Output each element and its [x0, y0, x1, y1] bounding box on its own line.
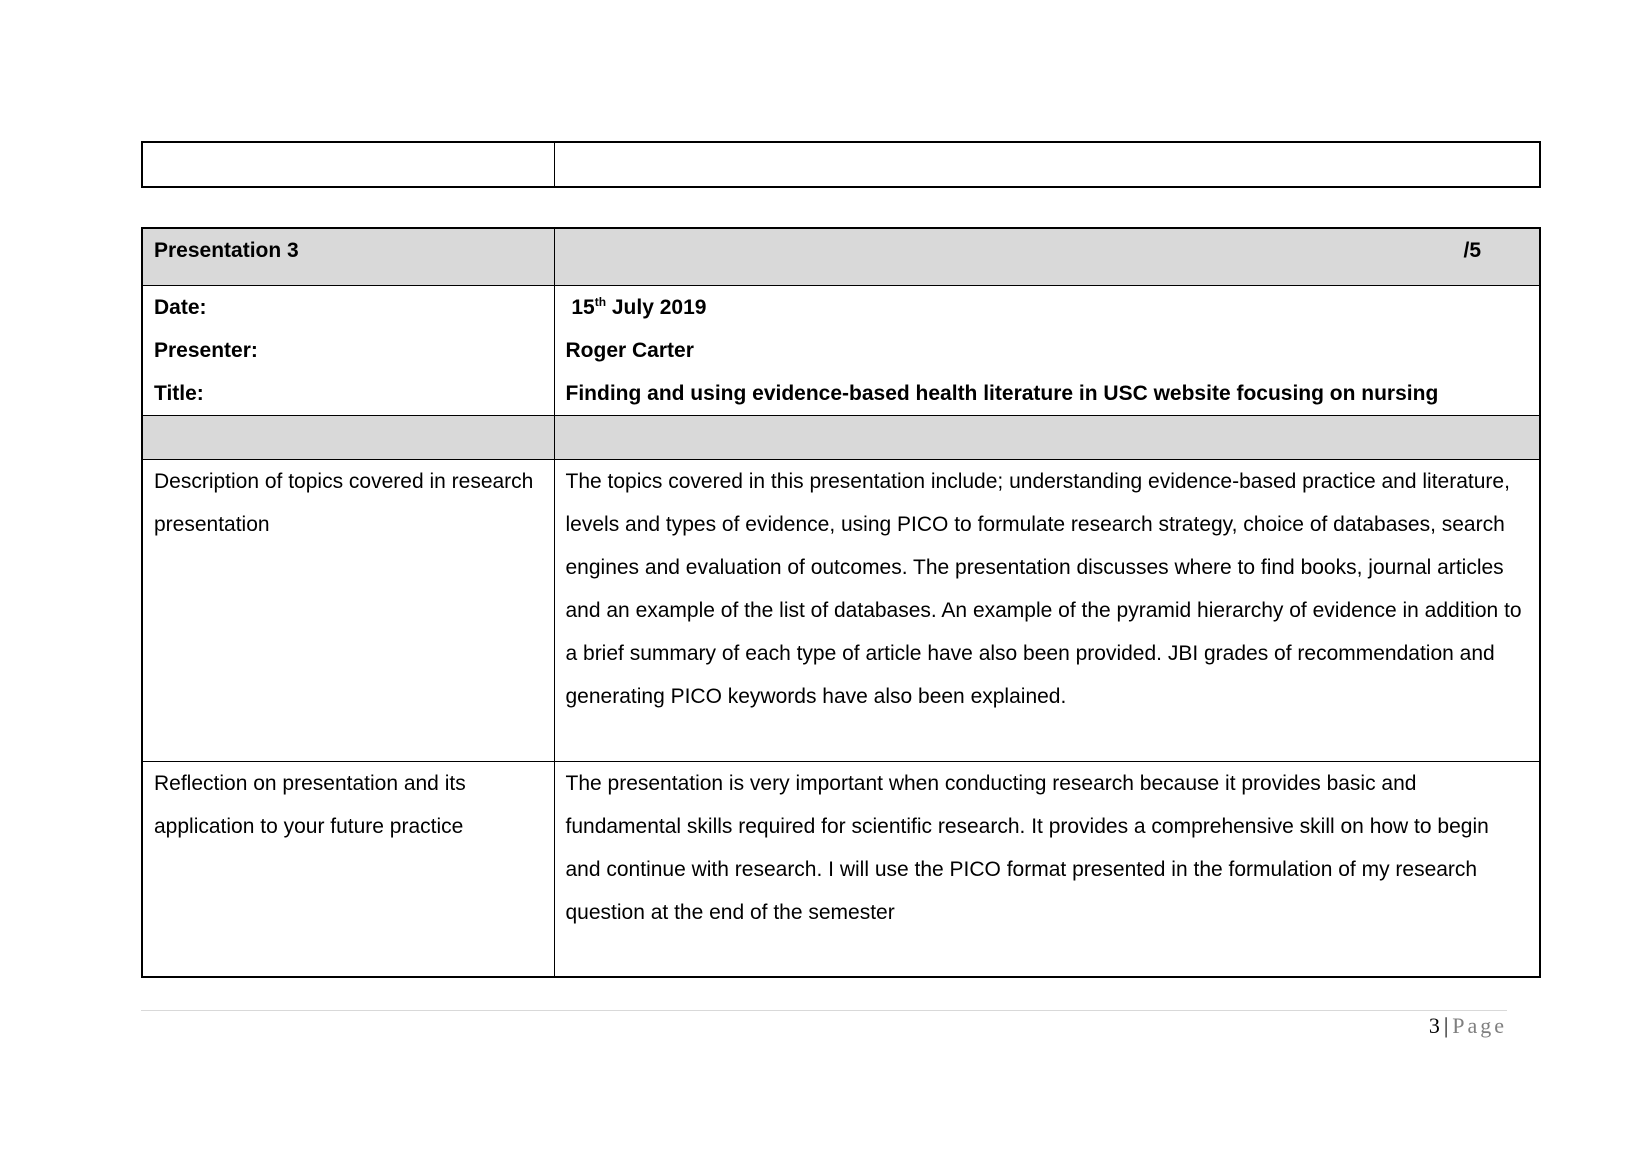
score-cell: /5	[554, 228, 1540, 286]
date-value	[566, 286, 1529, 329]
title-value: Finding and using evidence-based health literature in USC website focusing on nursing	[565, 382, 1439, 405]
page-word: Page	[1452, 1013, 1507, 1038]
date-label: Date:	[154, 296, 207, 319]
description-label: Description of topics covered in research presentation	[142, 460, 554, 762]
reflection-label: Reflection on presentation and its application to your future practice	[142, 762, 554, 978]
info-row	[142, 286, 1540, 416]
reflection-text: The presentation is very important when conducting research because it provides basic and fundamental skills required for scientific research. It provides a comprehensive skill on how to begin and continue with research. I will use the PICO format presented in the formulation of my research question at the end of the semester	[554, 762, 1540, 978]
description-row	[142, 460, 1540, 762]
description-text: The topics covered in this presentation include; understanding evidence-based practice and literature, levels and types of evidence, using PICO to formulate research strategy, choice of databases, search engines and evaluation of outcomes. The presentation discusses where to find books, journal articles and an example of the list of databases. An example of the pyramid hierarchy of evidence in addition to a brief summary of each type of article have also been provided. JBI grades of recommendation and generating PICO keywords have also been explained.	[554, 460, 1540, 762]
presentation-heading: Presentation 3	[142, 228, 554, 286]
presentation-table	[141, 227, 1541, 978]
presenter-label: Presenter:	[154, 339, 258, 362]
empty-cell-left	[142, 142, 554, 187]
date-suffix: th	[594, 295, 607, 309]
info-values	[554, 286, 1540, 416]
page-number: 3	[1428, 1013, 1440, 1038]
footer-separator: |	[1443, 1013, 1449, 1038]
presenter-value: Roger Carter	[565, 339, 694, 362]
empty-cell-right	[554, 142, 1540, 187]
header-row	[142, 228, 1540, 286]
page-footer	[1429, 1013, 1507, 1039]
table-row	[142, 142, 1540, 187]
spacer-cell-left	[142, 416, 554, 460]
reflection-row	[142, 762, 1540, 978]
date-day: 15	[571, 296, 595, 319]
title-label: Title:	[154, 382, 204, 405]
date-rest: July 2019	[606, 296, 707, 319]
info-labels	[142, 286, 554, 416]
shaded-spacer-row	[142, 416, 1540, 460]
top-empty-table	[141, 141, 1541, 188]
spacer-cell-right	[554, 416, 1540, 460]
footer-divider	[141, 1010, 1507, 1011]
